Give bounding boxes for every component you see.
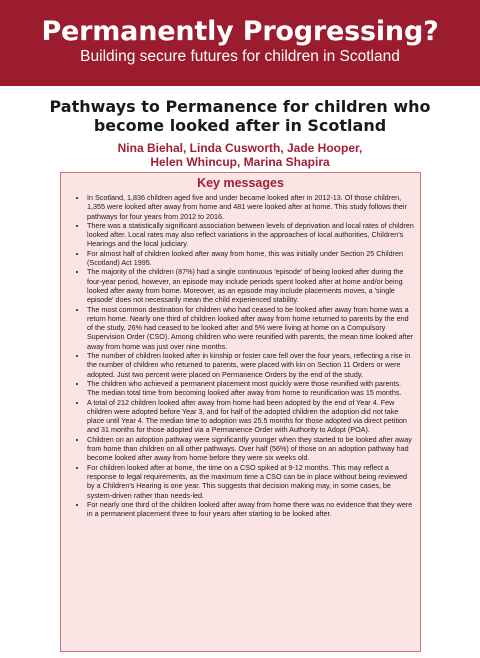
key-message-item: • In Scotland, 1,836 children aged five and under became looked after in 2012-13. Of those children, 1,355 were looked after away from home and 481 were looked after at home. This study follows their pathways for four years from 2012 to 2016. xyxy=(87,193,414,221)
authors xyxy=(40,141,440,169)
key-message-item: • There was a statistically significant association between levels of deprivation and local rates of children looked after. Local rates may also reflect variations in the approaches of local authorities, Children's Hearings and the local judiciary. xyxy=(87,221,414,249)
authors-line-1: Nina Biehal, Linda Cusworth, Jade Hooper, xyxy=(117,141,363,155)
key-message-item: • For children looked after at home, the time on a CSO spiked at 9-12 months. This may reflect a response to legal requirements, as the maximum time a CSO can be in place without being reviewed by a Children's Hearing is one year. This suggests that decision making may, in some cases, be system-driven rather than needs-led. xyxy=(87,463,414,500)
key-message-item: • Children on an adoption pathway were significantly younger when they started to be looked after away from home than children on all other pathways. Over half (56%) of those on an adoption pathway had become looked after away from home before they were six weeks old. xyxy=(87,435,414,463)
key-message-item: • The majority of the children (87%) had a single continuous 'episode' of being looked after during the four-year period, however, an episode may include periods spent looked after at home and/or being looked after away from home. Moreover, as an episode may include placements moves, a 'single episode' does not necessarily mean the child experienced stability. xyxy=(87,267,414,304)
key-message-item: • For nearly one third of the children looked after away from home there was no evidence that they were in a permanent placement three to four years after starting to be looked after. xyxy=(87,500,414,519)
key-message-item: • The most common destination for children who had ceased to be looked after away from home was a return home. Nearly one third of children looked after away from home returned to parents by the end of the study, 26% had ceased to be looked after and 5% were living at home on a Compulsory Supervision Order (CSO). Among children who were reunified with parents, the mean time looked after away from home was just over nine months. xyxy=(87,305,414,351)
key-message-item: • The children who achieved a permanent placement most quickly were those reunified with parents. The median total time from becoming looked after away from home to reunification was 15 months. xyxy=(87,379,414,398)
key-message-item: • A total of 212 children looked after away from home had been adopted by the end of Year 4. Few children were adopted before Year 3, and for half of the adopted children the adoption did not take place until Year 4. The median time to adoption was 25.5 months for those adopted via direct petition and 31 months for those adopted via a Permanence Order with Authority to Adopt (POA). xyxy=(87,398,414,435)
banner-subtitle: Building secure futures for children in Scotland xyxy=(80,48,400,65)
key-message-item: • For almost half of children looked after away from home, this was initially under Section 25 Children (Scotland) Act 1995. xyxy=(87,249,414,268)
header-banner xyxy=(0,0,480,86)
key-messages-list xyxy=(61,193,420,518)
authors-line-2: Helen Whincup, Marina Shapira xyxy=(150,155,330,169)
key-message-item: • The number of children looked after in kinship or foster care fell over the four years, reflecting a rise in the number of children who returned to parents, were placed with kin on Section 11 Orders or were adopted. Just two percent were placed on Permanence Orders by the end of the study. xyxy=(87,351,414,379)
banner-title: Permanently Progressing? xyxy=(41,16,439,47)
key-messages-box xyxy=(60,172,421,652)
key-messages-heading: Key messages xyxy=(197,176,284,190)
document-title: Pathways to Permanence for children who become looked after in Scotland xyxy=(49,97,431,135)
